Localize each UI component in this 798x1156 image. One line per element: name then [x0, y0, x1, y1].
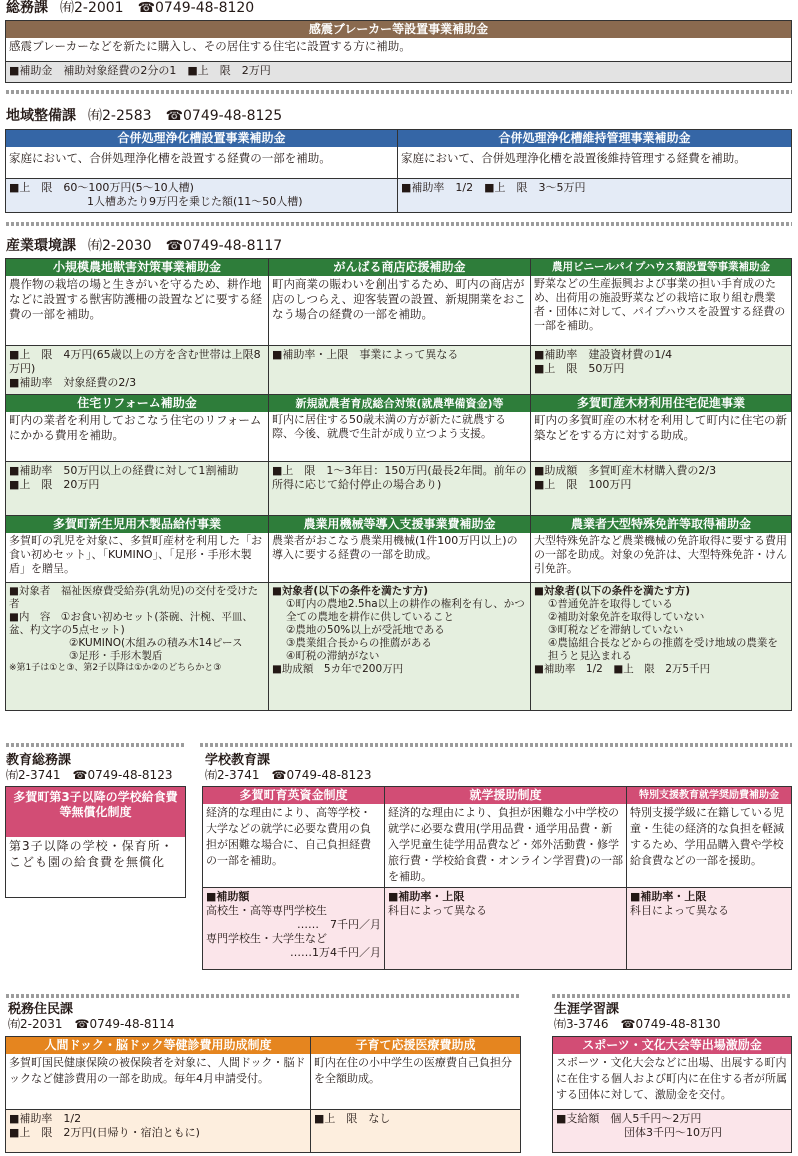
detail-line: ②KUMINO(木組みの積み木14ピース	[69, 637, 243, 649]
detail-line: ②補助対象免許を取得していない	[548, 611, 705, 623]
detail-line: ①普通免許を取得している	[548, 598, 673, 610]
detail-line: ■対象者(以下の条件を満たす方)	[534, 585, 691, 597]
detail-line: ②農地の50%以上が受託地である	[286, 624, 445, 636]
dept-phone: ㈲2-2001 ☎0749-48-8120	[60, 0, 255, 16]
footnote: ※第1子は①と③、第2子以降は①か②のどちらかと③	[9, 663, 222, 673]
detail-line: ■対象者 福祉医療費受給券(乳幼児)の交付を受けた者	[9, 585, 259, 610]
card-description: 特別支援学級に在籍している児童・生徒の経済的な負担を軽減するため、学用品購入費や学校給食費などの一部を援助。	[627, 804, 791, 888]
card-title: 多賀町育英資金制度	[203, 787, 384, 804]
zeimu-grid	[5, 1036, 521, 1153]
detail-line: ③足形・手形木製盾	[69, 650, 163, 662]
card-description: 野菜などの生産振興および事業の担い手育成のため、出荷用の施設野菜などの栽培に取り組む農業者・団体に対して、パイプハウスを設置する経費の一部を補助。	[531, 276, 791, 346]
card-description: 多賀町国民健康保険の被保険者を対象に、人間ドック・脳ドックなど健診費用の一部を助成。毎年4月申請受付。	[6, 1054, 310, 1110]
card-description: 農業者がおこなう農業用機械(1件100万円以上)の導入に要する経費の一部を助成。	[269, 533, 530, 583]
section-divider	[6, 222, 792, 226]
dept-phone: ㈲2-2583 ☎0749-48-8125	[88, 108, 283, 124]
detail-line: ■上 限 なし	[314, 1112, 391, 1125]
card-detail	[311, 1110, 520, 1152]
gakko-grid	[202, 786, 792, 970]
detail-line: ④町税の滞納がない	[286, 650, 380, 662]
sangyo-header	[6, 238, 282, 255]
card-description: 町内商業の賑わいを創出するため、町内の商店が店のしつらえ、迎客装置の設置、新規開業をおこなう場合の経費の一部を補助。	[269, 276, 530, 346]
card-detail	[531, 346, 791, 394]
detail-line: ■助成額 5カ年で200万円	[272, 663, 404, 675]
card-description: スポーツ・文化大会などに出場、出展する町内に在住する個人および町内に在住する者が所属する団体に対して、激励金を交付。	[553, 1054, 791, 1110]
detail-line: ■対象者(以下の条件を満たす方)	[272, 585, 429, 597]
card-detail	[6, 1110, 310, 1152]
card-title: 多賀町産木材利用住宅促進事業	[531, 395, 791, 412]
detail-line: ■補助率・上限	[630, 890, 707, 903]
card-detail	[6, 346, 268, 394]
detail-line: ■上 限 50万円	[534, 362, 625, 375]
detail-line: ■補助率 50万円以上の経費に対して1割補助	[9, 464, 239, 477]
section-divider	[552, 994, 792, 998]
dept-phone: ㈲2-3741 ☎0749-48-8123	[6, 768, 173, 782]
somu-card	[5, 20, 792, 83]
card-title: 子育て応援医療費助成	[311, 1037, 520, 1054]
dept-phone: ㈲2-2030 ☎0749-48-8117	[88, 238, 283, 254]
card-description: 感震ブレーカーなどを新たに購入し、その居住する住宅に設置する方に補助。	[6, 38, 791, 62]
card-title: 合併処理浄化槽設置事業補助金	[6, 130, 397, 147]
section-divider	[6, 90, 792, 94]
detail-line: ■補助額	[206, 890, 250, 903]
detail-line: ■支給額 個人5千円～2万円	[556, 1112, 702, 1125]
detail-line: 団体3千円～10万円	[624, 1126, 722, 1139]
card-description: 第3子以降の学校・保育所・こども園の給食費を無償化	[9, 839, 174, 869]
card-title: スポーツ・文化大会等出場激励金	[553, 1037, 791, 1054]
card-description: 町内の多賀町産の木材を利用して町内に住宅の新築などをする方に対する助成。	[531, 412, 791, 462]
detail-line: ■上 限 20万円	[9, 478, 100, 491]
detail-line: ④農協組合長などからの推薦を受け地域の農業を担うと見込まれる	[548, 637, 778, 662]
card-detail	[553, 1110, 791, 1152]
card-description: 農作物の栽培の場と生きがいを守るため、耕作地などに設置する獣害防護柵の設置などに要する経費の一部を補助。	[6, 276, 268, 346]
card-description: 多賀町の乳児を対象に、多賀町産材を利用した「お食い初めセット」、「KUMINO」、「足形・手形木製盾」を贈呈。	[6, 533, 268, 583]
detail-line: ■補助率・上限	[388, 890, 465, 903]
card-detail: ■補助率 1/2 ■上 限 3～5万円	[398, 179, 791, 213]
kyoiku-card	[5, 786, 186, 898]
detail-line: ■補助率・上限 事業によって異なる	[272, 348, 459, 361]
detail-line: ③農業組合長からの推薦がある	[286, 637, 432, 649]
chiiki-card	[5, 129, 792, 213]
card-detail	[385, 888, 626, 969]
card-description: 町内に居住する50歳未満の方が新たに就農する際、今後、就農で生計が成り立つよう支援。	[269, 412, 530, 462]
dept-name: 教育総務課	[6, 753, 72, 768]
card-title: 住宅リフォーム補助金	[6, 395, 268, 412]
detail-line: ■補助率 対象経費の2/3	[9, 376, 137, 389]
detail-line: ③町税などを滞納していない	[548, 624, 684, 636]
dept-name: 総務課	[6, 0, 48, 16]
somu-header	[6, 0, 254, 17]
card-title: 多賀町新生児用木製品給付事業	[6, 516, 268, 533]
card-title: 農業用機械等導入支援事業費補助金	[269, 516, 530, 533]
detail-line: 科目によって異なる	[388, 904, 487, 917]
detail-line: ■上 限 4万円(65歳以上の方を含む世帯は上限8万円)	[9, 348, 261, 375]
card-title: 感震ブレーカー等設置事業補助金	[6, 21, 791, 38]
detail-line: 高校生・高等専門学校生	[206, 904, 327, 917]
card-title: 多賀町第3子以降の学校給食費等無償化制度	[6, 787, 185, 837]
detail-line: ■補助率 建設資材費の1/4	[534, 348, 673, 361]
card-title: がんばる商店応援補助金	[269, 259, 530, 276]
card-title: 特別支援教育就学奨励費補助金	[627, 787, 791, 804]
dept-phone: ㈲2-2031 ☎0749-48-8114	[8, 1017, 175, 1031]
detail-line: ■補助率 1/2 ■上 限 2万5千円	[534, 663, 711, 675]
detail-line: …… 7千円／月	[297, 918, 381, 931]
dept-name: 生涯学習課	[554, 1002, 620, 1017]
sangyo-grid	[5, 258, 792, 711]
card-title: 農業者大型特殊免許等取得補助金	[531, 516, 791, 533]
card-detail	[627, 888, 791, 969]
kyoiku-header	[6, 752, 71, 769]
detail-line: ■内 容 ①お食い初めセット(茶碗、汁椀、平皿、盆、杓文字の5点セット)	[9, 611, 253, 636]
dept-name: 産業環境課	[6, 238, 76, 254]
card-detail	[6, 583, 268, 711]
card-title: 農用ビニールパイプハウス類設置等事業補助金	[531, 259, 791, 276]
card-description: 家庭において、合併処理浄化槽を設置する経費の一部を補助。	[6, 147, 397, 179]
detail-line: ■上 限 60～100万円(5～10人槽)	[9, 181, 194, 194]
card-description: 経済的な理由により、高等学校・大学などの就学に必要な費用の負担が困難な場合に、自己負担経費の一部を補助。	[203, 804, 384, 888]
detail-line: ■上 限 1～3年目：150万円(最長2年間。前年の所得に応じて給付停止の場合あり)	[272, 464, 527, 491]
detail-line: 専門学校生・大学生など	[206, 932, 327, 945]
shogai-card	[552, 1036, 792, 1153]
card-title: 人間ドック・脳ドック等健診費用助成制度	[6, 1037, 310, 1054]
section-divider	[6, 743, 184, 747]
card-title: 就学援助制度	[385, 787, 626, 804]
card-title: 小規模農地獣害対策事業補助金	[6, 259, 268, 276]
card-detail	[531, 462, 791, 515]
dept-name: 地域整備課	[6, 108, 76, 124]
card-detail	[531, 583, 791, 711]
detail-line: 1人槽あたり9万円を乗じた額(11～50人槽)	[87, 195, 303, 208]
card-description: 大型特殊免許など農業機械の免許取得に要する費用の一部を助成。対象の免許は、大型特殊免許・けん引免許。	[531, 533, 791, 583]
card-detail	[203, 888, 384, 969]
card-title: 新規就農者育成総合対策(就農準備資金)等	[269, 395, 530, 412]
dept-phone: ㈲2-3741 ☎0749-48-8123	[205, 768, 372, 782]
section-divider	[200, 743, 792, 747]
detail-line: ■助成額 多賀町産木材購入費の2/3	[534, 464, 717, 477]
detail-line: ■上 限 2万円(日帰り・宿泊ともに)	[9, 1126, 200, 1139]
gakko-header	[205, 752, 270, 769]
shogai-header	[554, 1001, 619, 1018]
card-description: 家庭において、合併処理浄化槽を設置後維持管理する経費を補助。	[398, 147, 791, 179]
card-detail	[6, 462, 268, 515]
detail-line: ①町内の農地2.5ha以上の耕作の権利を有し、かつ全ての農地を耕作に供していること	[286, 598, 525, 623]
zeimu-header	[8, 1001, 73, 1018]
section-divider	[6, 994, 521, 998]
detail-line: ……1万4千円／月	[290, 946, 381, 959]
card-description: 町内の業者を利用しておこなう住宅のリフォームにかかる費用を補助。	[6, 412, 268, 462]
card-title: 合併処理浄化槽維持管理事業補助金	[398, 130, 791, 147]
detail-line: ■補助率 1/2	[9, 1112, 82, 1125]
detail-line: ■上 限 100万円	[534, 478, 632, 491]
dept-name: 学校教育課	[205, 753, 271, 768]
detail-line: 科目によって異なる	[630, 904, 729, 917]
card-description: 経済的な理由により、負担が困難な小中学校の就学に必要な費用(学用品費・通学用品費・新入学児童生徒学用品費など・郊外活動費・修学旅行費・学校給食費・オンライン学習費)の一部を補助。	[385, 804, 626, 888]
dept-name: 税務住民課	[8, 1002, 74, 1017]
dept-phone: ㈲3-3746 ☎0749-48-8130	[554, 1017, 721, 1031]
card-description: 町内在住の小中学生の医療費自己負担分を全額助成。	[311, 1054, 520, 1110]
card-detail	[269, 346, 530, 394]
chiiki-header	[6, 108, 282, 125]
card-detail	[269, 583, 530, 711]
card-detail	[6, 179, 397, 213]
card-detail	[269, 462, 530, 515]
card-detail: ■補助金 補助対象経費の2分の1 ■上 限 2万円	[6, 62, 791, 83]
